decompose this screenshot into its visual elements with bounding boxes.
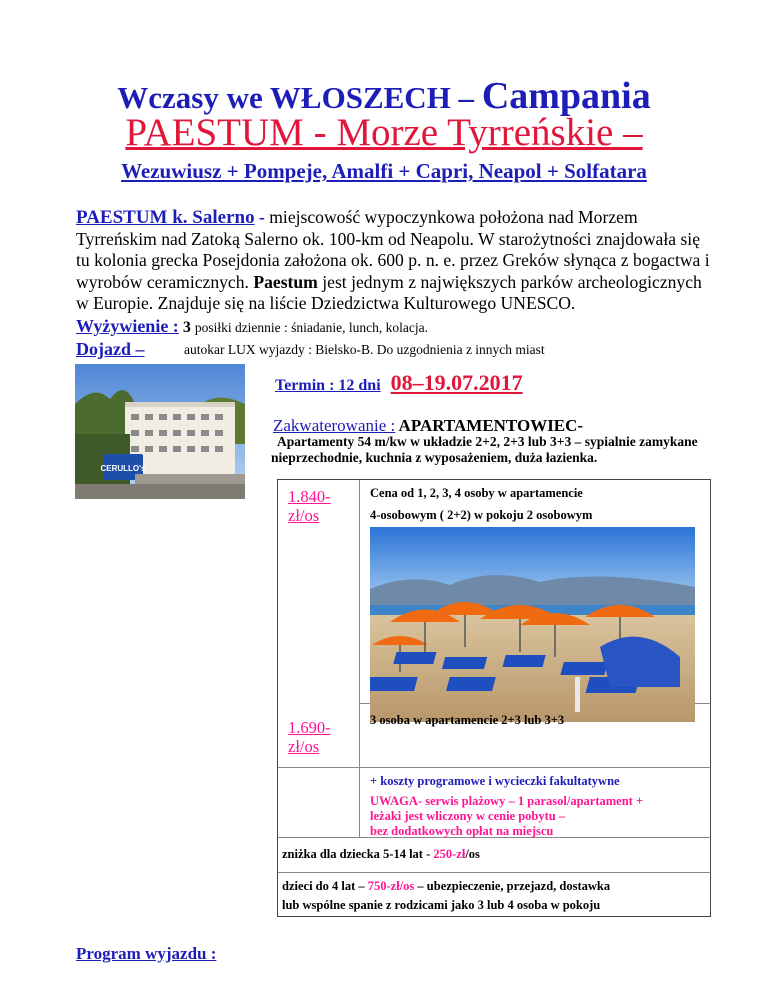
price-2-desc: 3 osoba w apartamencie 2+3 lub 3+3	[370, 713, 565, 727]
toddler-line-2: lub wspólne spanie z rodzicami jako 3 lub 4 osoba w pokoju	[282, 898, 601, 912]
beach-photo	[370, 527, 695, 722]
food-text: posiłki dziennie : śniadanie, lunch, kolacja.	[194, 320, 428, 335]
program-heading: Program wyjazdu :	[76, 944, 217, 963]
intro-dash: -	[254, 207, 270, 227]
title-part-a: Wczasy we WŁOSZECH –	[117, 80, 482, 115]
child-discount	[282, 847, 480, 862]
child-discount-unit: /os	[465, 847, 480, 861]
child-discount-label: zniżka dla dziecka 5-14 lat -	[282, 847, 434, 861]
notice-line-2: leżaki jest wliczony w cenie pobytu –	[370, 809, 566, 823]
intro-paragraph	[76, 207, 716, 315]
food-line	[76, 316, 428, 337]
travel-text: autokar LUX wyjazdy : Bielsko-B. Do uzgodnienia z innych miast	[184, 342, 545, 357]
travel-line	[76, 339, 545, 360]
price-1-unit: zł/os	[288, 506, 320, 525]
child-discount-value: 250-zł	[433, 847, 466, 861]
term-line	[275, 370, 523, 396]
accommodation-description: Apartamenty 54 m/kw w układzie 2+2, 2+3 lub 3+3 – sypialnie zamykane nieprzechodnie, kuchnia z wyposażeniem, duża łazienka.	[271, 434, 698, 465]
food-count: 3	[178, 319, 195, 336]
price-2-unit: zł/os	[288, 737, 320, 756]
price-2: 1.690-	[288, 718, 331, 737]
term-label: Termin : 12 dni	[275, 377, 381, 394]
term-dates: 08–19.07.2017	[390, 370, 523, 395]
hotel-photo	[75, 364, 245, 499]
toddler-price: 750-zł/os	[367, 879, 415, 893]
notice-line-3: bez dodatkowych opłat na miejscu	[370, 824, 554, 838]
price-1: 1.840-	[288, 487, 331, 506]
intro-text-1: miejscowość wypoczynkowa położona nad Morzem Tyrreńskim nad Zatoką Salerno ok. 100-km od Neapolu. W starożytności znajdowała się tu kolonia grecka Posejdonia założona ok. 600 p. n. e. przez Greków słynąca z bogactwa i wyrobów ceramicznych.	[76, 207, 710, 292]
extras-note: + koszty programowe i wycieczki fakultatywne	[370, 774, 620, 788]
travel-label: Dojazd –	[76, 339, 145, 359]
food-label: Wyżywienie :	[76, 316, 179, 336]
hotel-sign: CERULLO's	[100, 464, 146, 473]
intro-text-2: jest jednym z największych parków archeologicznych w Europie. Znajduje się na liście Dziedzictwa Kulturowego UNESCO.	[76, 271, 702, 313]
notice-line-1: UWAGA- serwis plażowy – 1 parasol/apartament +	[370, 794, 644, 808]
price-table	[277, 479, 711, 917]
attractions-line: Wezuwiusz + Pompeje, Amalfi + Capri, Neapol + Solfatara	[121, 159, 647, 183]
accommodation-value: APARTAMENTOWIEC-	[395, 416, 584, 435]
toddler-line-1	[282, 879, 610, 894]
price-1-desc-a: Cena od 1, 2, 3, 4 osoby w apartamencie	[370, 486, 583, 500]
price-1-desc-b: 4-osobowym ( 2+2) w pokoju 2 osobowym	[370, 508, 593, 522]
accommodation-heading	[273, 416, 583, 436]
title-part-b: Campania	[481, 75, 651, 117]
toddler-text-b: – ubezpieczenie, przejazd, dostawka	[414, 879, 611, 893]
page-subtitle: PAESTUM - Morze Tyrreńskie –	[125, 111, 643, 154]
place-name: PAESTUM k. Salerno	[76, 207, 255, 228]
toddler-text-a: dzieci do 4 lat –	[282, 879, 368, 893]
accommodation-label: Zakwaterowanie :	[273, 416, 396, 435]
intro-bold: Paestum	[253, 271, 318, 292]
